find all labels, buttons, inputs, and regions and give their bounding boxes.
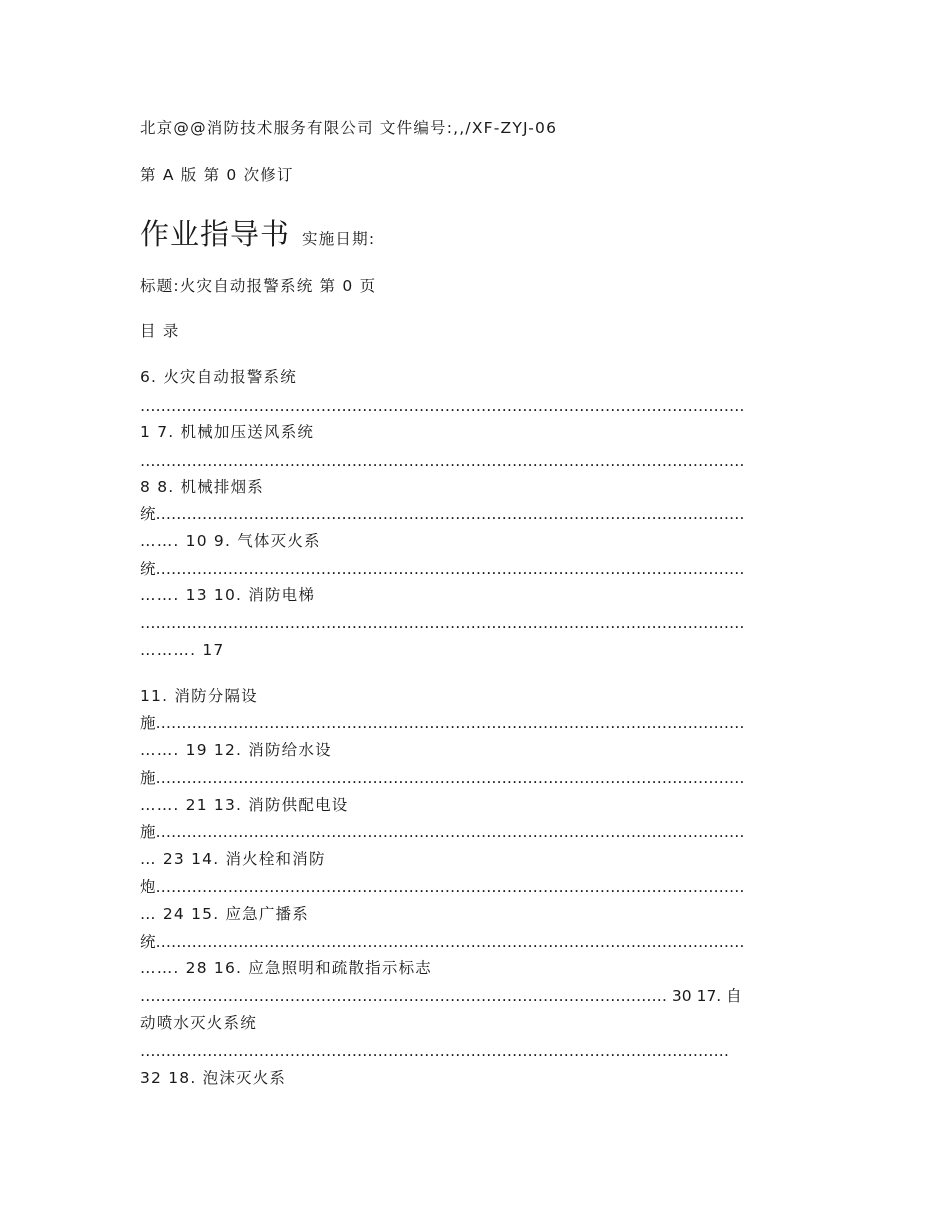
toc-line: … 23 14. 消火栓和消防 [140,850,326,868]
title-row [140,216,375,252]
subject-line: 标题:火灾自动报警系统 第 0 页 [140,277,377,295]
toc-line: 1 7. 机械加压送风系统 [140,423,315,441]
toc-dots: 统…………………………………………………………………………………………………… [140,933,745,951]
toc-dots: 施…………………………………………………………………………………………………… [140,714,745,732]
toc-dots: 施…………………………………………………………………………………………………… [140,823,745,841]
version-line: 第 A 版 第 0 次修订 [140,166,294,184]
toc-dots: ……………………………………………………………………………………………………… [140,614,745,632]
toc-line: 动喷水灭火系统 [140,1014,257,1032]
company-line: 北京@@消防技术服务有限公司 文件编号:,,/XF-ZYJ-06 [140,119,558,137]
toc-dots: ……………………………………………………………………………………………………… [140,452,745,470]
toc-line: 32 18. 泡沫灭火系 [140,1069,287,1087]
toc-dots: ………………………………………………………………………………………… 30 17. 自 [140,987,742,1005]
toc-dots: 施…………………………………………………………………………………………………… [140,769,745,787]
toc-heading: 目 录 [140,322,180,340]
toc-line: 11. 消防分隔设 [140,687,258,705]
toc-line: ……. 28 16. 应急照明和疏散指示标志 [140,959,432,977]
toc-dots: 炮…………………………………………………………………………………………………… [140,878,745,896]
toc-dots: …………………………………………………………………………………………………… [140,1042,729,1060]
toc-line: … 24 15. 应急广播系 [140,905,309,923]
toc-line: 8 8. 机械排烟系 [140,478,265,496]
impl-date: 实施日期: [302,230,376,248]
toc-dots: 统…………………………………………………………………………………………………… [140,560,745,578]
toc-line: ……. 19 12. 消防给水设 [140,741,332,759]
toc-line: ………. 17 [140,641,225,659]
toc-line: ……. 13 10. 消防电梯 [140,586,316,604]
toc-dots: ……………………………………………………………………………………………………… [140,397,745,415]
toc-line: ……. 21 13. 消防供配电设 [140,796,349,814]
toc-dots: 统…………………………………………………………………………………………………… [140,505,745,523]
toc-line: ……. 10 9. 气体灭火系 [140,532,321,550]
doc-title: 作业指导书 [140,217,291,251]
toc-line: 6. 火灾自动报警系统 [140,368,297,386]
